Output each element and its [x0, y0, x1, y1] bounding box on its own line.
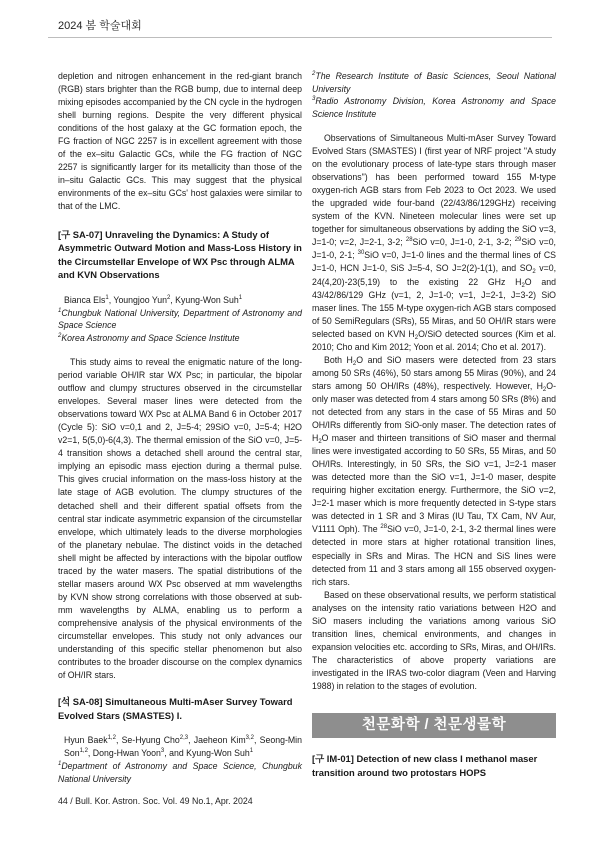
sa08-abstract-p2: Both $H_2O$ and SiO masers were detected from 23 stars among 50 SRs (46%), 50 stars among 55 Miras (90%), and 24 stars among 50 OH/IRs (48%), respectively. However, $H_2O$-only maser was detected from 4 stars among 50 SRs (8%) and not detected from any stars in the case of 55 Miras and 50 OH/IRs differently from SiO-only maser. The detection rates of $H_2O$ maser and thirteen transitions of SiO maser and thermal lines were investigated according to 50 SRs, 55 Miras, and 50 OH/IRs. Interestingly, in 50 SRs, the SiO v=1, J=2-1 maser was detected more than the SiO v=1, J=1-0 maser, despite requiring higher excitation energy. Furthermore, the SiO v=2, J=2-1 maser which is more frequently detected in S-type stars was detected in 1 SR and 3 Miras (IU Tau, TX Cam, NV Aur, V1111 Oph). The $^{28}$SiO v=0, J=1-0, 2-1, 3-2 thermal lines were detected in more stars at higher rotational transition lines, especially in SRs and Miras. The HCN and SiS lines were detected from 11 and 3 stars among all 155 observed oxygen-rich stars.: [312, 354, 557, 587]
sa07-affiliation-2: $^2$Korea Astronomy and Space Science Institute: [58, 332, 240, 343]
page-footer: 44 / Bull. Kor. Astron. Soc. Vol. 49 No.1, Apr. 2024: [58, 796, 253, 806]
sa08-affiliation-3: $^3$Radio Astronomy Division, Korea Astronomy and Space Science Institute: [312, 96, 556, 119]
running-header: 2024 봄 학술대회: [58, 20, 142, 32]
sa07-abstract: This study aims to reveal the enigmatic nature of the long-period variable OH/IR star WX Psc; in particular, the bipolar outflow and clumpy structures observed in the circumstellar envelopes. Several maser lines were detected from the observations toward WX Psc at ALMA Band 6 in October 2017 (Cycle 5): SiO v=0,1 and 2, J=5-4; 29SiO v=0, J=5-4; H2O v2=1, 5(5,0)-6(4,3). The thermal emission of the SiO v=0, J=5-4 transition shows a detached shell around the central star, implying an episodic mass ejection during a thermal pulse. This gives crucial information on the mass-loss history at the late stage of AGB evolution. The clumpy structures of the detached shell and their different spatial offsets from the central star indicate asymmetric expansion of the circumstellar envelope, which ultimately leads to the diverse morphologies of the planetary nebulae. The distinct voids in the detached shell might be affected by interactions with the bipolar outflow traced by the water masers. The spatial distributions of the stellar masers around WX Psc observed at mm wavelengths by KVN show strong correlations with those observed at sub-mm wavelengths by ALMA, enabling us to perform a comprehensive analysis of the physical environments of the circumstellar envelopes. This study not only advances our understanding of this specific stellar phenomenon but also contributes to the broader discourse on the complex dynamics of OH/IR stars.: [58, 357, 302, 681]
im01-title: [구 IM-01] Detection of new class I methanol maser transition around two protostars HOPS: [312, 753, 538, 778]
left-column: [58, 70, 302, 785]
section-banner: 천문화학 / 천문생물학: [312, 713, 556, 738]
sa08-abstract-p1: Observations of Simultaneous Multi-mAser Survey Toward Evolved Stars (SMASTES) I (first year of NRF project "A study on the evolutionary process of late-type stars through maser observations") has been performed toward 155 M-type oxygen-rich AGB stars from Feb 2023 to Oct 2023. We used the upgraded wide four-band (22/43/86/129GHz) receiving system of the KVN. Nineteen molecular lines were set up together for simultaneous observations by adding the SiO v=3, J=1-0; v=2, J=2-1, 3-2; $^{28}$SiO v=0, J=1-0, 2-1, 3-2; $^{29}$SiO v=0, J=1-0, 2-1; $^{30}$SiO v=0, J=1-0 lines and the thermal lines of CS J=1-0, HCN J=1-0, SiS J=5-4, SO J=2(2)-1(1), and $SO_2$ v=0, 24(4,20)-23(5,19) to the existing 22 GHz $H_2O$ and 43/42/86/129 GHz (v=1, 2, J=1-0; v=1, J=2-1, J=3-2) SiO maser lines. The 155 M-type oxygen-rich AGB stars composed of 50 SemiRegulars (SRs), 55 Miras, and 50 OH/IR stars were selected based on KVN $H_2O$/SiO detected sources (Kim et al. 2010; Cho and Kim 2012; Yoon et al. 2014; Cho et al. 2017).: [312, 133, 556, 352]
sa08-abstract-p3: Based on these observational results, we perform statistical analyses on the intensity ratio variations between H2O and SiO masers including the variations among various SiO transition lines, chemical environments, and changes in expansion velocities etc. according to SRs, Miras, and OH/IRs. The characteristics of above property variations are investigated in the IRAS two-color diagram (Veen and Harving 1988) in relation to the stages of evolution.: [312, 589, 556, 691]
sa07-affiliation-1: $^1$Chungbuk National University, Department of Astronomy and Space Science: [58, 307, 302, 331]
right-column: [312, 70, 556, 779]
sa08-title: [석 SA-08] Simultaneous Multi-mAser Survey Toward Evolved Stars (SMASTES) I.: [58, 696, 293, 721]
sa08-affiliation-2: $^2$The Research Institute of Basic Sciences, Seoul National University: [312, 71, 556, 94]
continued-paragraph: depletion and nitrogen enhancement in the red-giant branch (RGB) stars brighter than the RGB bump, due to internal deep mixing episodes accompanied by the CN cycle in the hydrogen shell burning regions. Despite the very different physical conditions of the host galaxy at the GC formation epoch, the FG fraction of NGC 2257 is in excellent agreement with those of the ex–situ Galactic GCs, while the FG fraction of NGC 2257 is significantly larger for its metallicity than those of the in–situ Galactic GCs. This may suggest that the physical environments of the ex–situ GCs' host galaxies were similar to that of the LMC.: [58, 71, 302, 212]
sa07-title: [구 SA-07] Unraveling the Dynamics: A Study of Asymmetric Outward Motion and Mass-Loss History in the Circumstellar Envelope of WX Psc through ALMA and KVN Observations: [58, 228, 302, 281]
sa07-authors: Bianca Els$^1$, Youngjoo Yun$^2$, Kyung-Won Suh$^1$: [64, 294, 243, 305]
sa08-authors: Hyun Baek$^{1,2}$, Se-Hyung Cho$^{2,3}$, Jaeheon Kim$^{3,2}$, Seong-Min Son$^{1,2}$, Dong-Hwan Yoon$^3$, and Kyung-Won Suh$^1$: [64, 735, 302, 759]
header-rule: [48, 37, 552, 38]
sa08-affiliation-1: $^1$Department of Astronomy and Space Science, Chungbuk National University: [58, 761, 302, 784]
